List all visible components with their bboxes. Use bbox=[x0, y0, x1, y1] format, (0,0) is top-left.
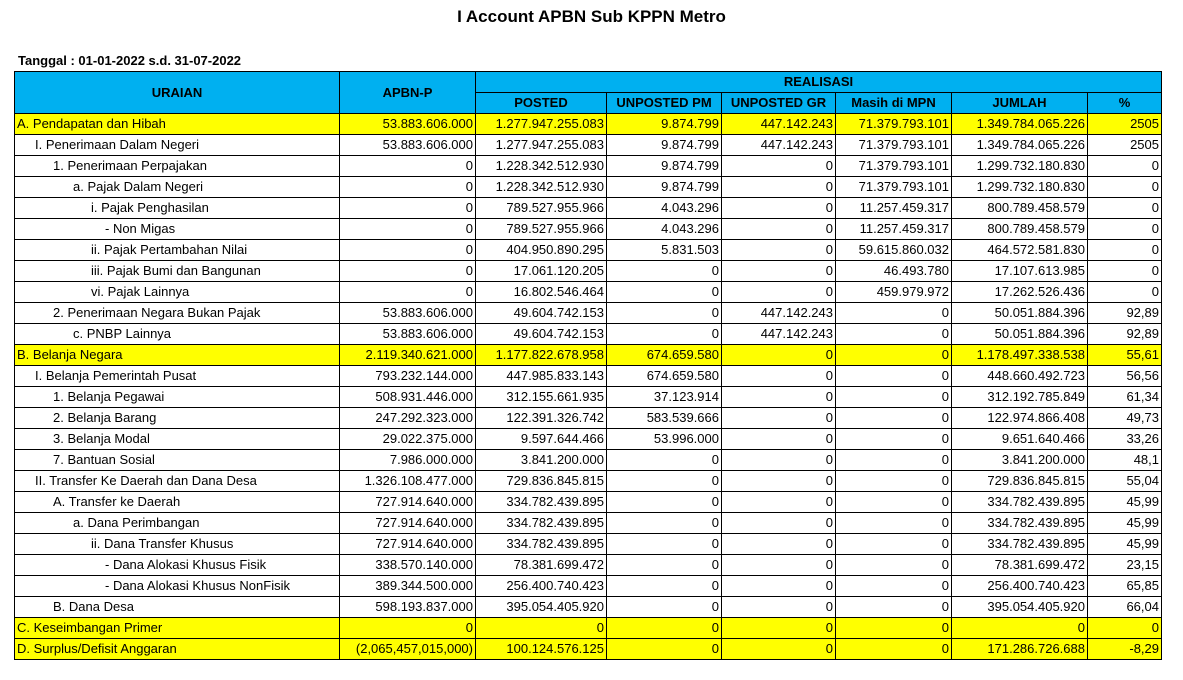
cell-unposted-pm: 0 bbox=[607, 513, 722, 534]
cell-apbnp: 727.914.640.000 bbox=[340, 513, 476, 534]
table-row bbox=[15, 198, 1162, 219]
row-label: - Non Migas bbox=[15, 219, 340, 240]
cell-jumlah: 334.782.439.895 bbox=[952, 513, 1088, 534]
cell-persen: 45,99 bbox=[1088, 513, 1162, 534]
row-label: 1. Penerimaan Perpajakan bbox=[15, 156, 340, 177]
table-row bbox=[15, 261, 1162, 282]
cell-masih-mpn: 0 bbox=[836, 597, 952, 618]
cell-masih-mpn: 71.379.793.101 bbox=[836, 135, 952, 156]
cell-unposted-pm: 9.874.799 bbox=[607, 177, 722, 198]
cell-apbnp: 1.326.108.477.000 bbox=[340, 471, 476, 492]
row-label: D. Surplus/Defisit Anggaran bbox=[15, 639, 340, 660]
cell-masih-mpn: 11.257.459.317 bbox=[836, 198, 952, 219]
cell-unposted-pm: 583.539.666 bbox=[607, 408, 722, 429]
cell-posted: 1.277.947.255.083 bbox=[476, 135, 607, 156]
cell-persen: -8,29 bbox=[1088, 639, 1162, 660]
cell-unposted-gr: 0 bbox=[722, 492, 836, 513]
table-row bbox=[15, 177, 1162, 198]
cell-apbnp: 508.931.446.000 bbox=[340, 387, 476, 408]
cell-apbnp: 53.883.606.000 bbox=[340, 324, 476, 345]
row-label: 2. Belanja Barang bbox=[15, 408, 340, 429]
row-label: 2. Penerimaan Negara Bukan Pajak bbox=[15, 303, 340, 324]
cell-posted: 395.054.405.920 bbox=[476, 597, 607, 618]
cell-posted: 122.391.326.742 bbox=[476, 408, 607, 429]
cell-apbnp: 0 bbox=[340, 240, 476, 261]
header-realisasi: REALISASI bbox=[476, 72, 1162, 93]
cell-persen: 2505 bbox=[1088, 135, 1162, 156]
cell-posted: 447.985.833.143 bbox=[476, 366, 607, 387]
cell-posted: 17.061.120.205 bbox=[476, 261, 607, 282]
row-label: vi. Pajak Lainnya bbox=[15, 282, 340, 303]
cell-masih-mpn: 0 bbox=[836, 303, 952, 324]
cell-apbnp: 0 bbox=[340, 198, 476, 219]
cell-masih-mpn: 0 bbox=[836, 618, 952, 639]
cell-unposted-pm: 4.043.296 bbox=[607, 198, 722, 219]
cell-masih-mpn: 0 bbox=[836, 534, 952, 555]
cell-apbnp: 53.883.606.000 bbox=[340, 135, 476, 156]
cell-unposted-gr: 0 bbox=[722, 345, 836, 366]
cell-jumlah: 1.349.784.065.226 bbox=[952, 135, 1088, 156]
cell-posted: 100.124.576.125 bbox=[476, 639, 607, 660]
cell-persen: 65,85 bbox=[1088, 576, 1162, 597]
cell-jumlah: 448.660.492.723 bbox=[952, 366, 1088, 387]
row-label: A. Pendapatan dan Hibah bbox=[15, 114, 340, 135]
cell-masih-mpn: 0 bbox=[836, 555, 952, 576]
cell-jumlah: 9.651.640.466 bbox=[952, 429, 1088, 450]
row-label: a. Dana Perimbangan bbox=[15, 513, 340, 534]
cell-unposted-gr: 0 bbox=[722, 282, 836, 303]
cell-persen: 55,61 bbox=[1088, 345, 1162, 366]
row-label: 3. Belanja Modal bbox=[15, 429, 340, 450]
cell-apbnp: 0 bbox=[340, 156, 476, 177]
cell-unposted-pm: 0 bbox=[607, 555, 722, 576]
row-label: ii. Dana Transfer Khusus bbox=[15, 534, 340, 555]
row-label: - Dana Alokasi Khusus NonFisik bbox=[15, 576, 340, 597]
cell-apbnp: 338.570.140.000 bbox=[340, 555, 476, 576]
cell-unposted-gr: 0 bbox=[722, 534, 836, 555]
cell-masih-mpn: 0 bbox=[836, 429, 952, 450]
table-row bbox=[15, 639, 1162, 660]
table-row bbox=[15, 555, 1162, 576]
cell-masih-mpn: 71.379.793.101 bbox=[836, 114, 952, 135]
cell-masih-mpn: 71.379.793.101 bbox=[836, 156, 952, 177]
cell-unposted-pm: 674.659.580 bbox=[607, 345, 722, 366]
cell-apbnp: 727.914.640.000 bbox=[340, 492, 476, 513]
row-label: A. Transfer ke Daerah bbox=[15, 492, 340, 513]
cell-masih-mpn: 11.257.459.317 bbox=[836, 219, 952, 240]
cell-unposted-pm: 53.996.000 bbox=[607, 429, 722, 450]
cell-jumlah: 122.974.866.408 bbox=[952, 408, 1088, 429]
cell-unposted-gr: 0 bbox=[722, 429, 836, 450]
cell-persen: 0 bbox=[1088, 240, 1162, 261]
cell-unposted-pm: 674.659.580 bbox=[607, 366, 722, 387]
date-range-label: Tanggal : 01-01-2022 s.d. 31-07-2022 bbox=[18, 53, 242, 68]
row-label: ii. Pajak Pertambahan Nilai bbox=[15, 240, 340, 261]
cell-persen: 49,73 bbox=[1088, 408, 1162, 429]
cell-persen: 0 bbox=[1088, 261, 1162, 282]
row-label: I. Belanja Pemerintah Pusat bbox=[15, 366, 340, 387]
cell-persen: 92,89 bbox=[1088, 324, 1162, 345]
row-label: C. Keseimbangan Primer bbox=[15, 618, 340, 639]
cell-jumlah: 256.400.740.423 bbox=[952, 576, 1088, 597]
cell-persen: 48,1 bbox=[1088, 450, 1162, 471]
cell-jumlah: 1.299.732.180.830 bbox=[952, 177, 1088, 198]
table-row bbox=[15, 240, 1162, 261]
cell-posted: 49.604.742.153 bbox=[476, 303, 607, 324]
cell-masih-mpn: 59.615.860.032 bbox=[836, 240, 952, 261]
cell-persen: 92,89 bbox=[1088, 303, 1162, 324]
cell-masih-mpn: 0 bbox=[836, 576, 952, 597]
cell-unposted-pm: 0 bbox=[607, 576, 722, 597]
table-row bbox=[15, 135, 1162, 156]
table-row bbox=[15, 492, 1162, 513]
cell-posted: 3.841.200.000 bbox=[476, 450, 607, 471]
row-label: II. Transfer Ke Daerah dan Dana Desa bbox=[15, 471, 340, 492]
cell-persen: 55,04 bbox=[1088, 471, 1162, 492]
cell-posted: 334.782.439.895 bbox=[476, 534, 607, 555]
cell-jumlah: 800.789.458.579 bbox=[952, 219, 1088, 240]
cell-apbnp: (2,065,457,015,000) bbox=[340, 639, 476, 660]
cell-posted: 729.836.845.815 bbox=[476, 471, 607, 492]
table-row bbox=[15, 513, 1162, 534]
header-uraian: URAIAN bbox=[15, 72, 340, 114]
cell-unposted-pm: 9.874.799 bbox=[607, 114, 722, 135]
cell-jumlah: 171.286.726.688 bbox=[952, 639, 1088, 660]
cell-masih-mpn: 459.979.972 bbox=[836, 282, 952, 303]
cell-unposted-pm: 0 bbox=[607, 261, 722, 282]
cell-jumlah: 395.054.405.920 bbox=[952, 597, 1088, 618]
cell-jumlah: 729.836.845.815 bbox=[952, 471, 1088, 492]
cell-jumlah: 3.841.200.000 bbox=[952, 450, 1088, 471]
cell-posted: 0 bbox=[476, 618, 607, 639]
cell-posted: 789.527.955.966 bbox=[476, 219, 607, 240]
table-row bbox=[15, 429, 1162, 450]
table-row bbox=[15, 156, 1162, 177]
table-row bbox=[15, 366, 1162, 387]
header-masih-mpn: Masih di MPN bbox=[836, 93, 952, 114]
cell-persen: 23,15 bbox=[1088, 555, 1162, 576]
cell-masih-mpn: 0 bbox=[836, 639, 952, 660]
cell-unposted-pm: 0 bbox=[607, 639, 722, 660]
row-label: 1. Belanja Pegawai bbox=[15, 387, 340, 408]
cell-unposted-gr: 0 bbox=[722, 387, 836, 408]
cell-jumlah: 334.782.439.895 bbox=[952, 534, 1088, 555]
cell-masih-mpn: 0 bbox=[836, 366, 952, 387]
cell-posted: 1.228.342.512.930 bbox=[476, 177, 607, 198]
cell-persen: 0 bbox=[1088, 156, 1162, 177]
cell-unposted-pm: 9.874.799 bbox=[607, 135, 722, 156]
row-label: a. Pajak Dalam Negeri bbox=[15, 177, 340, 198]
cell-unposted-pm: 9.874.799 bbox=[607, 156, 722, 177]
cell-jumlah: 312.192.785.849 bbox=[952, 387, 1088, 408]
cell-jumlah: 1.178.497.338.538 bbox=[952, 345, 1088, 366]
cell-unposted-pm: 0 bbox=[607, 492, 722, 513]
cell-masih-mpn: 0 bbox=[836, 408, 952, 429]
cell-unposted-pm: 0 bbox=[607, 471, 722, 492]
cell-unposted-gr: 0 bbox=[722, 471, 836, 492]
cell-posted: 78.381.699.472 bbox=[476, 555, 607, 576]
cell-masih-mpn: 0 bbox=[836, 450, 952, 471]
cell-masih-mpn: 0 bbox=[836, 324, 952, 345]
table-row bbox=[15, 534, 1162, 555]
cell-persen: 45,99 bbox=[1088, 534, 1162, 555]
cell-apbnp: 53.883.606.000 bbox=[340, 114, 476, 135]
cell-persen: 61,34 bbox=[1088, 387, 1162, 408]
cell-apbnp: 29.022.375.000 bbox=[340, 429, 476, 450]
cell-masih-mpn: 0 bbox=[836, 513, 952, 534]
report-title: I Account APBN Sub KPPN Metro bbox=[457, 7, 726, 26]
table-row bbox=[15, 219, 1162, 240]
cell-masih-mpn: 71.379.793.101 bbox=[836, 177, 952, 198]
row-label: iii. Pajak Bumi dan Bangunan bbox=[15, 261, 340, 282]
cell-unposted-gr: 0 bbox=[722, 219, 836, 240]
cell-unposted-gr: 447.142.243 bbox=[722, 135, 836, 156]
cell-unposted-gr: 0 bbox=[722, 177, 836, 198]
cell-persen: 56,56 bbox=[1088, 366, 1162, 387]
row-label: i. Pajak Penghasilan bbox=[15, 198, 340, 219]
cell-masih-mpn: 0 bbox=[836, 492, 952, 513]
cell-unposted-gr: 0 bbox=[722, 618, 836, 639]
cell-persen: 0 bbox=[1088, 618, 1162, 639]
cell-masih-mpn: 46.493.780 bbox=[836, 261, 952, 282]
cell-apbnp: 389.344.500.000 bbox=[340, 576, 476, 597]
cell-unposted-pm: 0 bbox=[607, 303, 722, 324]
cell-posted: 9.597.644.466 bbox=[476, 429, 607, 450]
header-unposted-gr: UNPOSTED GR bbox=[722, 93, 836, 114]
cell-posted: 334.782.439.895 bbox=[476, 492, 607, 513]
cell-posted: 1.277.947.255.083 bbox=[476, 114, 607, 135]
cell-unposted-pm: 0 bbox=[607, 597, 722, 618]
row-label: - Dana Alokasi Khusus Fisik bbox=[15, 555, 340, 576]
cell-unposted-gr: 0 bbox=[722, 639, 836, 660]
cell-posted: 1.177.822.678.958 bbox=[476, 345, 607, 366]
table-row bbox=[15, 450, 1162, 471]
cell-apbnp: 598.193.837.000 bbox=[340, 597, 476, 618]
cell-unposted-gr: 0 bbox=[722, 450, 836, 471]
cell-unposted-gr: 0 bbox=[722, 156, 836, 177]
cell-persen: 66,04 bbox=[1088, 597, 1162, 618]
cell-jumlah: 78.381.699.472 bbox=[952, 555, 1088, 576]
table-row bbox=[15, 114, 1162, 135]
account-table bbox=[14, 71, 1162, 660]
cell-unposted-gr: 0 bbox=[722, 261, 836, 282]
cell-posted: 1.228.342.512.930 bbox=[476, 156, 607, 177]
cell-apbnp: 0 bbox=[340, 261, 476, 282]
table-row bbox=[15, 576, 1162, 597]
cell-unposted-pm: 0 bbox=[607, 282, 722, 303]
table-row bbox=[15, 618, 1162, 639]
cell-unposted-pm: 0 bbox=[607, 324, 722, 345]
cell-masih-mpn: 0 bbox=[836, 471, 952, 492]
cell-unposted-gr: 447.142.243 bbox=[722, 114, 836, 135]
cell-masih-mpn: 0 bbox=[836, 345, 952, 366]
table-row bbox=[15, 303, 1162, 324]
cell-posted: 789.527.955.966 bbox=[476, 198, 607, 219]
cell-masih-mpn: 0 bbox=[836, 387, 952, 408]
cell-posted: 49.604.742.153 bbox=[476, 324, 607, 345]
row-label: B. Dana Desa bbox=[15, 597, 340, 618]
cell-jumlah: 17.262.526.436 bbox=[952, 282, 1088, 303]
table-row bbox=[15, 324, 1162, 345]
cell-posted: 404.950.890.295 bbox=[476, 240, 607, 261]
header-persen: % bbox=[1088, 93, 1162, 114]
header-jumlah: JUMLAH bbox=[952, 93, 1088, 114]
cell-unposted-pm: 0 bbox=[607, 534, 722, 555]
row-label: B. Belanja Negara bbox=[15, 345, 340, 366]
cell-persen: 33,26 bbox=[1088, 429, 1162, 450]
cell-persen: 0 bbox=[1088, 177, 1162, 198]
cell-apbnp: 0 bbox=[340, 282, 476, 303]
row-label: 7. Bantuan Sosial bbox=[15, 450, 340, 471]
cell-apbnp: 53.883.606.000 bbox=[340, 303, 476, 324]
cell-unposted-gr: 0 bbox=[722, 576, 836, 597]
table-body bbox=[15, 114, 1162, 660]
cell-apbnp: 247.292.323.000 bbox=[340, 408, 476, 429]
cell-apbnp: 727.914.640.000 bbox=[340, 534, 476, 555]
table-row bbox=[15, 408, 1162, 429]
table-row bbox=[15, 282, 1162, 303]
cell-jumlah: 0 bbox=[952, 618, 1088, 639]
cell-apbnp: 7.986.000.000 bbox=[340, 450, 476, 471]
cell-apbnp: 0 bbox=[340, 177, 476, 198]
cell-jumlah: 1.349.784.065.226 bbox=[952, 114, 1088, 135]
cell-persen: 45,99 bbox=[1088, 492, 1162, 513]
cell-posted: 334.782.439.895 bbox=[476, 513, 607, 534]
header-posted: POSTED bbox=[476, 93, 607, 114]
cell-unposted-gr: 0 bbox=[722, 555, 836, 576]
cell-unposted-gr: 0 bbox=[722, 366, 836, 387]
cell-unposted-gr: 0 bbox=[722, 240, 836, 261]
cell-unposted-gr: 447.142.243 bbox=[722, 324, 836, 345]
cell-apbnp: 2.119.340.621.000 bbox=[340, 345, 476, 366]
cell-jumlah: 50.051.884.396 bbox=[952, 303, 1088, 324]
cell-jumlah: 17.107.613.985 bbox=[952, 261, 1088, 282]
cell-unposted-gr: 447.142.243 bbox=[722, 303, 836, 324]
header-apbnp: APBN-P bbox=[340, 72, 476, 114]
cell-posted: 16.802.546.464 bbox=[476, 282, 607, 303]
cell-unposted-gr: 0 bbox=[722, 513, 836, 534]
cell-apbnp: 0 bbox=[340, 219, 476, 240]
cell-jumlah: 800.789.458.579 bbox=[952, 198, 1088, 219]
header-unposted-pm: UNPOSTED PM bbox=[607, 93, 722, 114]
cell-unposted-pm: 4.043.296 bbox=[607, 219, 722, 240]
row-label: c. PNBP Lainnya bbox=[15, 324, 340, 345]
cell-apbnp: 0 bbox=[340, 618, 476, 639]
cell-persen: 0 bbox=[1088, 198, 1162, 219]
cell-apbnp: 793.232.144.000 bbox=[340, 366, 476, 387]
table-row bbox=[15, 387, 1162, 408]
cell-persen: 0 bbox=[1088, 282, 1162, 303]
row-label: I. Penerimaan Dalam Negeri bbox=[15, 135, 340, 156]
table-row bbox=[15, 471, 1162, 492]
cell-unposted-pm: 5.831.503 bbox=[607, 240, 722, 261]
cell-jumlah: 464.572.581.830 bbox=[952, 240, 1088, 261]
cell-unposted-gr: 0 bbox=[722, 597, 836, 618]
cell-posted: 256.400.740.423 bbox=[476, 576, 607, 597]
table-row bbox=[15, 597, 1162, 618]
cell-posted: 312.155.661.935 bbox=[476, 387, 607, 408]
cell-unposted-gr: 0 bbox=[722, 198, 836, 219]
cell-jumlah: 1.299.732.180.830 bbox=[952, 156, 1088, 177]
cell-unposted-pm: 0 bbox=[607, 618, 722, 639]
cell-persen: 0 bbox=[1088, 219, 1162, 240]
cell-jumlah: 50.051.884.396 bbox=[952, 324, 1088, 345]
table-row bbox=[15, 345, 1162, 366]
cell-unposted-gr: 0 bbox=[722, 408, 836, 429]
cell-unposted-pm: 0 bbox=[607, 450, 722, 471]
cell-persen: 2505 bbox=[1088, 114, 1162, 135]
cell-jumlah: 334.782.439.895 bbox=[952, 492, 1088, 513]
cell-unposted-pm: 37.123.914 bbox=[607, 387, 722, 408]
